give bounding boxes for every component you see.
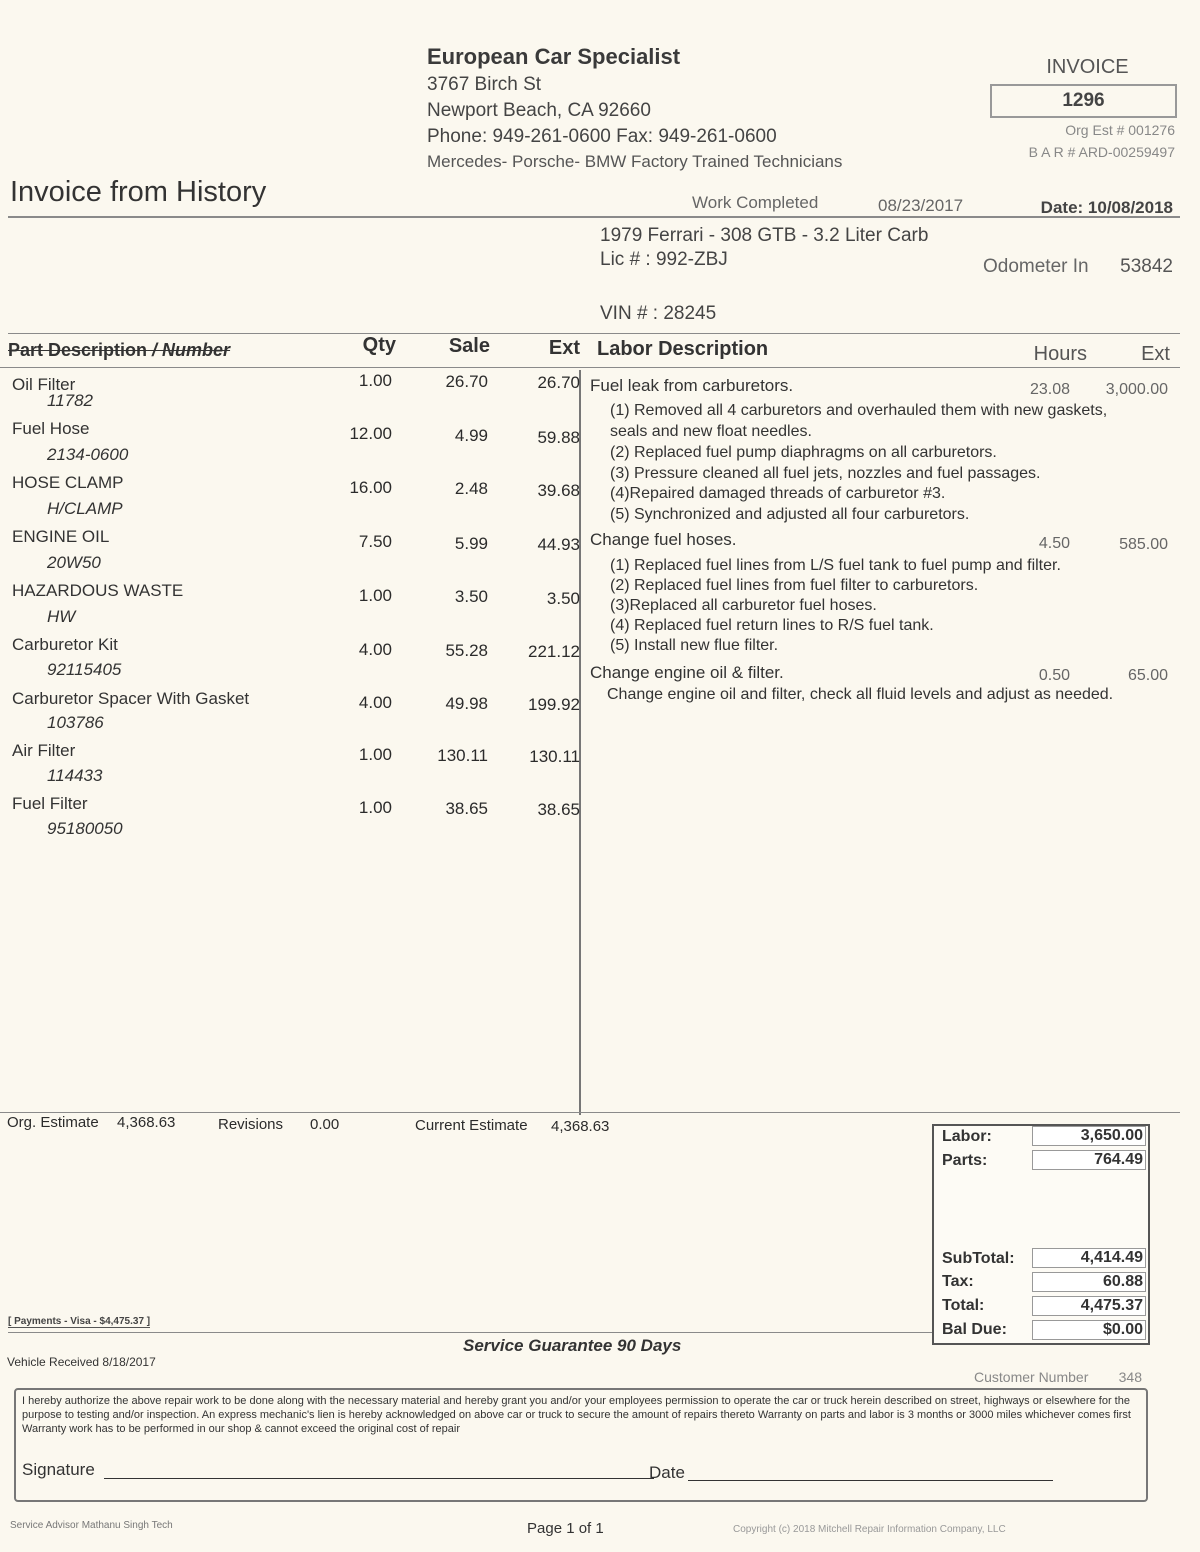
parts-header-ext: Ext <box>548 337 580 359</box>
tax-value: 60.88 <box>1032 1272 1146 1292</box>
labor-detail-line: Change engine oil and filter, check all fluid levels and adjust as needed. <box>607 686 1114 703</box>
shop-name: European Car Specialist <box>427 44 681 69</box>
parts-header-desc-text: Part Description <box>8 340 148 360</box>
current-estimate-label: Current Estimate <box>415 1117 528 1134</box>
total-value: 4,475.37 <box>1032 1296 1146 1316</box>
part-qty: 4.00 <box>358 640 392 659</box>
part-qty: 1.00 <box>358 586 392 605</box>
labor-detail-line: (1) Removed all 4 carburetors and overhauled them with new gaskets, seals and new float needles. <box>610 402 1108 440</box>
header-divider <box>8 216 1180 218</box>
labor-detail-line: (1) Replaced fuel lines from L/S fuel tank to fuel pump and filter. <box>610 557 1061 574</box>
date-label: Date <box>649 1463 685 1482</box>
parts-row <box>0 419 590 473</box>
invoice-number: 1296 <box>990 84 1177 118</box>
customer-number-label: Customer Number <box>974 1369 1089 1385</box>
labor-title: Change engine oil & filter. <box>590 663 784 682</box>
labor-ext: 585.00 <box>1119 536 1168 553</box>
authorization-box <box>14 1388 1148 1502</box>
labor-header-ext: Ext <box>1141 343 1170 365</box>
estimate-divider <box>0 1112 1180 1113</box>
labor-ext: 65.00 <box>1127 667 1168 684</box>
labor-detail-line: (3) Pressure cleaned all fuel jets, nozzles and fuel passages. <box>610 465 1041 482</box>
labor-detail-line: (4) Replaced fuel return lines to R/S fuel tank. <box>610 617 934 634</box>
part-qty: 12.00 <box>349 424 392 443</box>
part-ext: 221.12 <box>528 642 580 661</box>
vehicle-vin: VIN # : 28245 <box>600 303 717 324</box>
parts-row <box>0 741 590 795</box>
labor-detail-line: (2) Replaced fuel lines from fuel filter to carburetors. <box>610 577 979 594</box>
date-line[interactable] <box>688 1480 1053 1481</box>
part-qty: 16.00 <box>349 478 392 497</box>
labor-detail-line: (3)Replaced all carburetor fuel hoses. <box>610 597 877 614</box>
part-ext: 39.68 <box>537 481 580 500</box>
parts-header-number-text: / Number <box>147 340 231 360</box>
part-number: 92115405 <box>47 660 122 679</box>
vehicle-divider <box>8 333 1180 334</box>
part-sale: 130.11 <box>437 746 488 765</box>
labor-title: Change fuel hoses. <box>590 530 737 549</box>
part-description: Carburetor Kit <box>12 635 118 654</box>
signature-label: Signature <box>22 1460 95 1479</box>
part-qty: 7.50 <box>358 532 392 551</box>
customer-number-value: 348 <box>1118 1369 1142 1385</box>
labor-title: Fuel leak from carburetors. <box>590 376 794 395</box>
part-number: 114433 <box>47 766 103 785</box>
part-ext: 59.88 <box>537 428 580 447</box>
part-number: 11782 <box>47 391 94 410</box>
part-sale: 5.99 <box>454 534 488 553</box>
shop-phone: Phone: 949-261-0600 Fax: 949-261-0600 <box>427 126 777 147</box>
labor-hours: 0.50 <box>1038 667 1070 684</box>
part-description: Fuel Filter <box>12 794 88 813</box>
payments-note: [ Payments - Visa - $4,475.37 ] <box>8 1316 151 1327</box>
part-ext: 130.11 <box>529 747 580 766</box>
service-guarantee: Service Guarantee 90 Days <box>463 1336 682 1355</box>
page-title: Invoice from History <box>10 176 267 208</box>
odometer-label: Odometer In <box>983 256 1089 277</box>
parts-row <box>0 581 590 635</box>
part-sale: 2.48 <box>454 479 488 498</box>
part-description: Carburetor Spacer With Gasket <box>12 689 250 708</box>
labor-header-description: Labor Description <box>597 338 769 360</box>
labor-hours: 4.50 <box>1038 535 1070 552</box>
part-sale: 3.50 <box>454 587 488 606</box>
part-number: 95180050 <box>47 819 123 838</box>
parts-row <box>0 635 590 689</box>
part-sale: 26.70 <box>445 372 488 391</box>
bal-due-label: Bal Due: <box>942 1321 1007 1338</box>
shop-tagline: Mercedes- Porsche- BMW Factory Trained Technicians <box>427 152 843 171</box>
subtotal-label: SubTotal: <box>942 1250 1015 1267</box>
parts-row <box>0 527 590 581</box>
revisions-label: Revisions <box>218 1116 284 1133</box>
revisions-value: 0.00 <box>310 1116 340 1133</box>
part-sale: 55.28 <box>445 641 488 660</box>
work-completed-date: 08/23/2017 <box>878 196 964 215</box>
part-number: 103786 <box>47 713 104 732</box>
org-estimate-value: 4,368.63 <box>117 1114 176 1131</box>
work-completed-label: Work Completed <box>692 193 819 212</box>
total-label: Total: <box>942 1297 985 1314</box>
part-sale: 38.65 <box>445 799 488 818</box>
shop-address-line2: Newport Beach, CA 92660 <box>427 100 651 121</box>
tax-label: Tax: <box>942 1273 974 1290</box>
labor-total-value: 3,650.00 <box>1032 1126 1146 1146</box>
part-number: H/CLAMP <box>47 499 123 518</box>
bar-number: B A R # ARD-00259497 <box>1028 144 1175 160</box>
labor-detail-line: (2) Replaced fuel pump diaphragms on all carburetors. <box>610 444 997 461</box>
org-est-number: Org Est # 001276 <box>1065 122 1175 138</box>
vehicle-license: Lic # : 992-ZBJ <box>600 249 728 270</box>
part-ext: 3.50 <box>546 589 580 608</box>
parts-row <box>0 689 590 743</box>
invoice-date: Date: 10/08/2018 <box>1040 198 1173 217</box>
part-qty: 1.00 <box>358 371 392 390</box>
part-sale: 49.98 <box>445 694 488 713</box>
parts-header-qty: Qty <box>362 334 396 356</box>
authorization-text: I hereby authorize the above repair work to be done along with the necessary material and hereby grant you and/or your employees permission to operate the car or truck herein described on street, highways or elsewhere for the purpose to testing and/or inspection. An express mechanic's lien is hereby acknowledged on above car or truck to secure the amount of repairs thereto Warranty on parts and labor is 3 months or 3000 miles whichever comes first Warranty work has to be performed in our shop & cannot exceed the original cost of repair <box>22 1395 1131 1435</box>
labor-detail-line: (4)Repaired damaged threads of carburetor #3. <box>610 485 946 502</box>
labor-ext: 3,000.00 <box>1105 381 1168 398</box>
part-description: Oil Filter <box>12 375 76 394</box>
parts-row <box>0 473 590 527</box>
totals-box <box>932 1124 1150 1345</box>
part-description: HOSE CLAMP <box>12 473 124 492</box>
part-ext: 199.92 <box>528 695 580 714</box>
part-sale: 4.99 <box>454 426 488 445</box>
part-qty: 1.00 <box>358 798 392 817</box>
vehicle-description: 1979 Ferrari - 308 GTB - 3.2 Liter Carb <box>600 225 929 246</box>
vehicle-received: Vehicle Received 8/18/2017 <box>7 1355 156 1369</box>
current-estimate-value: 4,368.63 <box>551 1118 610 1135</box>
subtotal-value: 4,414.49 <box>1032 1248 1146 1268</box>
invoice-label: INVOICE <box>1046 56 1129 78</box>
copyright: Copyright (c) 2018 Mitchell Repair Information Company, LLC <box>733 1524 1006 1535</box>
footer-divider <box>8 1332 932 1333</box>
part-description: Air Filter <box>12 741 76 760</box>
part-ext: 26.70 <box>537 373 580 392</box>
part-number: HW <box>47 607 76 626</box>
part-number: 20W50 <box>47 553 101 572</box>
org-estimate-label: Org. Estimate <box>7 1114 99 1131</box>
page-number: Page 1 of 1 <box>527 1520 604 1537</box>
part-number: 2134-0600 <box>47 445 129 464</box>
columns-divider <box>0 367 1180 368</box>
labor-total-label: Labor: <box>942 1128 992 1145</box>
parts-total-value: 764.49 <box>1032 1150 1146 1170</box>
parts-total-label: Parts: <box>942 1152 988 1169</box>
parts-header-sale: Sale <box>448 335 490 357</box>
part-qty: 1.00 <box>358 745 392 764</box>
parts-header-description <box>8 340 230 361</box>
part-qty: 4.00 <box>358 693 392 712</box>
labor-detail-line: (5) Synchronized and adjusted all four carburetors. <box>610 506 970 523</box>
part-description: Fuel Hose <box>12 419 90 438</box>
part-description: HAZARDOUS WASTE <box>12 581 184 600</box>
part-ext: 44.93 <box>537 535 580 554</box>
labor-hours: 23.08 <box>1029 381 1070 398</box>
shop-address-line1: 3767 Birch St <box>427 74 542 95</box>
service-advisor: Service Advisor Mathanu Singh Tech <box>10 1520 173 1531</box>
signature-line[interactable] <box>104 1478 654 1479</box>
odometer-value: 53842 <box>1120 256 1173 277</box>
part-ext: 38.65 <box>537 800 580 819</box>
bal-due-value: $0.00 <box>1032 1320 1146 1340</box>
parts-row <box>0 794 590 848</box>
labor-header-hours: Hours <box>1033 343 1087 365</box>
labor-detail-line: (5) Install new flue filter. <box>610 637 779 654</box>
part-description: ENGINE OIL <box>12 527 110 546</box>
